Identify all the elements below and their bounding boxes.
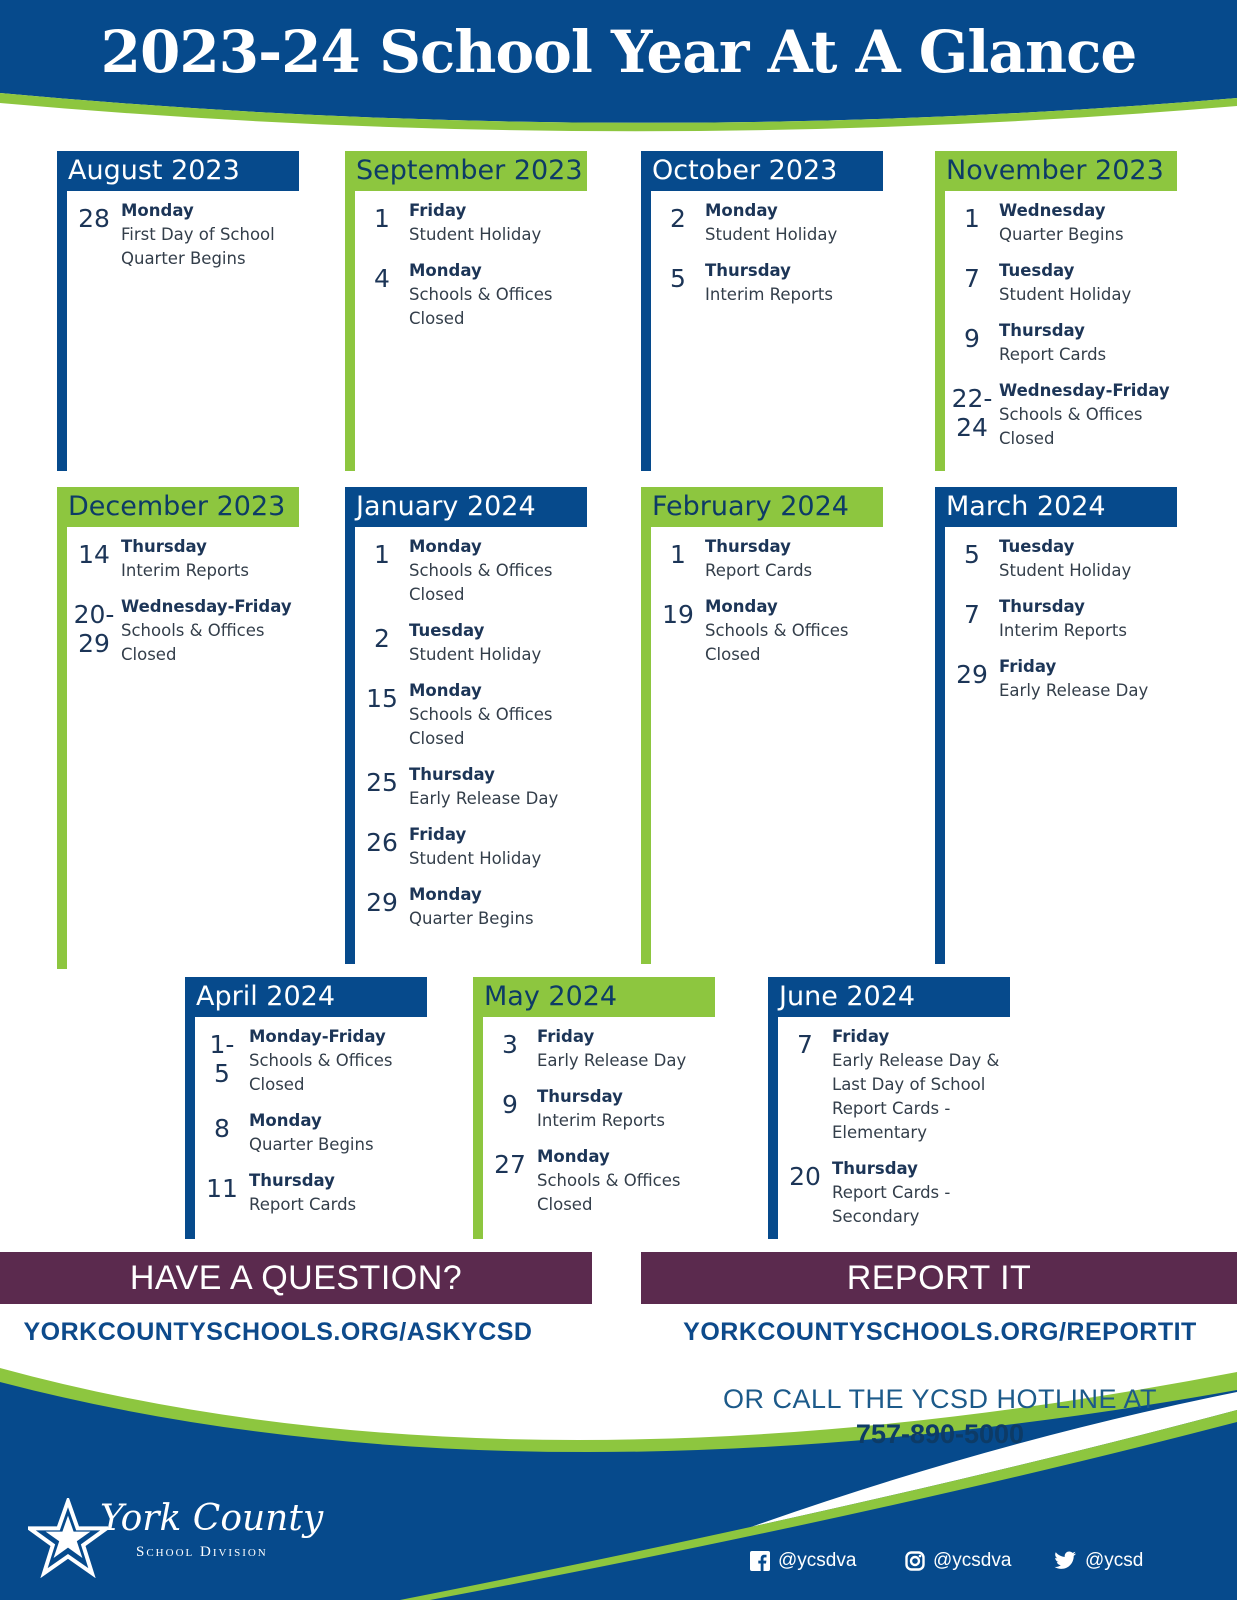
event-day: Friday <box>999 657 1057 676</box>
event-date: 5 <box>964 540 980 569</box>
event-list <box>67 199 299 283</box>
event-day: Monday <box>537 1147 610 1166</box>
event-day: Thursday <box>999 321 1085 340</box>
event-day: Thursday <box>121 537 207 556</box>
event-day: Thursday <box>705 261 791 280</box>
event-day: Friday <box>832 1027 890 1046</box>
month-title: September 2023 <box>345 151 587 191</box>
event-day: Tuesday <box>999 261 1075 280</box>
event-list <box>778 1025 1010 1241</box>
event-date: 27 <box>494 1150 526 1179</box>
event-description: Schools & Offices Closed <box>249 1051 393 1094</box>
event-date: 20 <box>789 1162 821 1191</box>
event-list <box>651 535 883 679</box>
event-day: Monday <box>121 201 194 220</box>
event-day: Monday <box>409 681 482 700</box>
event-day: Monday <box>409 261 482 280</box>
event-description: Interim Reports <box>121 561 249 580</box>
event-item <box>195 1169 427 1217</box>
event-day: Tuesday <box>409 621 485 640</box>
event-date: 11 <box>206 1174 238 1203</box>
month-title: June 2024 <box>768 977 1010 1017</box>
event-description: First Day of School Quarter Begins <box>121 225 275 268</box>
event-item <box>945 199 1177 247</box>
hotline-label: OR CALL THE YCSD HOTLINE AT <box>722 1384 1158 1414</box>
event-list <box>945 199 1177 463</box>
event-date: 28 <box>78 204 110 233</box>
event-description: Interim Reports <box>537 1111 665 1130</box>
event-date: 7 <box>964 264 980 293</box>
event-item <box>355 199 587 247</box>
event-date: 4 <box>374 264 390 293</box>
event-description: Student Holiday <box>409 849 542 868</box>
event-day: Wednesday <box>999 201 1106 220</box>
month-title: November 2023 <box>935 151 1177 191</box>
month-title: December 2023 <box>57 487 299 527</box>
month-title: April 2024 <box>185 977 427 1017</box>
event-day: Thursday <box>705 537 791 556</box>
twitter-icon <box>1053 1551 1077 1571</box>
event-item <box>355 619 587 667</box>
month-title: August 2023 <box>57 151 299 191</box>
event-day: Friday <box>537 1027 595 1046</box>
event-item <box>945 655 1177 703</box>
event-item <box>945 259 1177 307</box>
event-day: Wednesday-Friday <box>999 381 1170 400</box>
report-link[interactable]: YORKCOUNTYSCHOOLS.ORG/REPORTIT <box>683 1318 1197 1346</box>
event-date: 2 <box>374 624 390 653</box>
event-item <box>355 535 587 607</box>
event-description: Schools & Offices Closed <box>121 621 265 664</box>
event-date: 29 <box>956 660 988 689</box>
event-description: Schools & Offices Closed <box>409 561 553 604</box>
month-title: January 2024 <box>345 487 587 527</box>
event-day: Monday <box>409 537 482 556</box>
event-day: Monday-Friday <box>249 1027 386 1046</box>
event-date: 1 <box>374 540 390 569</box>
month-title: February 2024 <box>641 487 883 527</box>
ask-link[interactable]: YORKCOUNTYSCHOOLS.ORG/ASKYCSD <box>23 1318 533 1346</box>
event-list <box>355 199 587 343</box>
event-day: Monday <box>249 1111 322 1130</box>
event-description: Schools & Offices Closed <box>409 705 553 748</box>
event-list <box>483 1025 715 1229</box>
facebook-handle: @ycsdva <box>778 1550 857 1571</box>
event-date: 5 <box>670 264 686 293</box>
event-item <box>651 199 883 247</box>
event-date: 19 <box>662 600 694 629</box>
event-description: Schools & Offices Closed <box>999 405 1143 448</box>
event-description: Early Release Day <box>409 789 559 808</box>
month-title: May 2024 <box>473 977 715 1017</box>
report-heading: REPORT IT <box>641 1252 1237 1304</box>
event-description: Student Holiday <box>705 225 838 244</box>
instagram-link[interactable] <box>905 1548 1011 1574</box>
event-description: Quarter Begins <box>999 225 1124 244</box>
event-list <box>67 535 299 679</box>
event-date: 22- 24 <box>951 384 993 442</box>
event-date: 9 <box>502 1090 518 1119</box>
event-date: 2 <box>670 204 686 233</box>
event-description: Early Release Day <box>537 1051 687 1070</box>
event-description: Student Holiday <box>409 225 542 244</box>
event-date: 14 <box>78 540 110 569</box>
event-item <box>67 595 299 667</box>
event-item <box>483 1145 715 1217</box>
month-title: March 2024 <box>935 487 1177 527</box>
event-date: 1- 5 <box>209 1030 235 1088</box>
event-description: Schools & Offices Closed <box>705 621 849 664</box>
event-description: Early Release Day <box>999 681 1149 700</box>
event-item <box>355 823 587 871</box>
instagram-handle: @ycsdva <box>933 1550 1012 1571</box>
event-item <box>945 319 1177 367</box>
event-item <box>355 259 587 331</box>
event-item <box>945 535 1177 583</box>
event-date: 26 <box>366 828 398 857</box>
star-icon <box>28 1498 108 1578</box>
page-title: 2023-24 School Year At A Glance <box>100 18 1137 86</box>
event-date: 29 <box>366 888 398 917</box>
event-day: Thursday <box>832 1159 918 1178</box>
event-item <box>67 535 299 583</box>
event-item <box>778 1025 1010 1145</box>
event-date: 15 <box>366 684 398 713</box>
event-date: 25 <box>366 768 398 797</box>
event-item <box>651 595 883 667</box>
instagram-icon <box>905 1551 925 1571</box>
event-item <box>778 1157 1010 1229</box>
event-item <box>651 535 883 583</box>
event-list <box>195 1025 427 1229</box>
event-date: 3 <box>502 1030 518 1059</box>
facebook-link[interactable] <box>750 1548 856 1574</box>
event-item <box>945 595 1177 643</box>
event-description: Report Cards - Secondary <box>832 1183 951 1226</box>
twitter-link[interactable] <box>1053 1548 1143 1574</box>
month-title: October 2023 <box>641 151 883 191</box>
event-description: Quarter Begins <box>409 909 534 928</box>
event-list <box>651 199 883 319</box>
event-day: Thursday <box>999 597 1085 616</box>
event-date: 9 <box>964 324 980 353</box>
event-item <box>355 883 587 931</box>
event-description: Student Holiday <box>409 645 542 664</box>
event-item <box>651 259 883 307</box>
event-day: Monday <box>705 597 778 616</box>
event-description: Student Holiday <box>999 561 1132 580</box>
event-day: Thursday <box>249 1171 335 1190</box>
event-item <box>355 763 587 811</box>
event-day: Friday <box>409 201 467 220</box>
event-date: 8 <box>214 1114 230 1143</box>
event-day: Thursday <box>537 1087 623 1106</box>
event-date: 20- 29 <box>73 600 115 658</box>
event-description: Quarter Begins <box>249 1135 374 1154</box>
twitter-handle: @ycsd <box>1085 1550 1144 1571</box>
event-description: Interim Reports <box>705 285 833 304</box>
event-date: 1 <box>670 540 686 569</box>
event-item <box>67 199 299 271</box>
event-day: Friday <box>409 825 467 844</box>
event-date: 1 <box>374 204 390 233</box>
event-description: Schools & Offices Closed <box>409 285 553 328</box>
logo-subtitle: School Division <box>136 1544 268 1560</box>
york-county-logo <box>28 1498 328 1588</box>
question-heading: HAVE A QUESTION? <box>0 1252 592 1304</box>
facebook-icon <box>750 1551 770 1571</box>
event-item <box>945 379 1177 451</box>
event-day: Thursday <box>409 765 495 784</box>
event-date: 7 <box>797 1030 813 1059</box>
event-day: Wednesday-Friday <box>121 597 292 616</box>
event-description: Report Cards <box>249 1195 357 1214</box>
event-day: Monday <box>409 885 482 904</box>
event-date: 1 <box>964 204 980 233</box>
hotline-number[interactable]: 757-890-5000 <box>855 1419 1025 1449</box>
logo-name: York County <box>100 1498 324 1539</box>
event-item <box>483 1085 715 1133</box>
event-description: Interim Reports <box>999 621 1127 640</box>
event-list <box>355 535 587 943</box>
event-item <box>195 1025 427 1097</box>
event-date: 7 <box>964 600 980 629</box>
event-description: Student Holiday <box>999 285 1132 304</box>
event-list <box>945 535 1177 715</box>
event-description: Early Release Day & Last Day of School Report Cards - Elementary <box>832 1051 1000 1142</box>
event-item <box>195 1109 427 1157</box>
event-item <box>483 1025 715 1073</box>
event-item <box>355 679 587 751</box>
event-day: Monday <box>705 201 778 220</box>
event-day: Tuesday <box>999 537 1075 556</box>
event-description: Report Cards <box>705 561 813 580</box>
event-description: Schools & Offices Closed <box>537 1171 681 1214</box>
event-description: Report Cards <box>999 345 1107 364</box>
